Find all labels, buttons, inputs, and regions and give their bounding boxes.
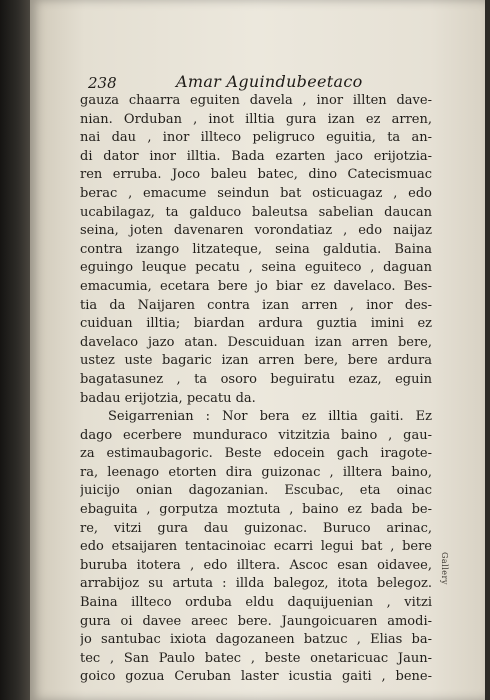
text-line: Baina illteco orduba eldu daquijuenian , vitzi <box>80 595 432 611</box>
page-number: 238 <box>88 74 117 92</box>
text-line: davelaco jazo atan. Descuiduan izan arren bere, <box>80 334 432 350</box>
text-line: tia da Naijaren contra izan arren , inor des- <box>80 297 432 313</box>
text-line: nai dau , inor illteco peligruco eguitia, ta an- <box>80 130 432 146</box>
text-line: arrabijoz su artuta : illda balegoz, itota belegoz. <box>80 576 432 592</box>
text-line: bagatasunez , ta osoro beguiratu ezaz, eguin <box>80 371 432 387</box>
text-line: ustez uste bagaric izan arren bere, bere ardura <box>80 353 432 369</box>
text-line: re, vitzi gura dau guizonac. Buruco arinac, <box>80 520 432 536</box>
text-line: Seigarrenian : Nor bera ez illtia gaiti. Ez <box>108 409 432 425</box>
text-line: nian. Orduban , inot illtia gura izan ez arren, <box>80 111 432 127</box>
text-line: gauza chaarra eguiten davela , inor illten dave- <box>80 93 432 108</box>
text-line: badau erijotzia, pecatu da. <box>80 390 256 406</box>
text-line: eguingo leuque pecatu , seina eguiteco , daguan <box>80 260 432 276</box>
text-line: juicijo onian dagozanian. Escubac, eta oinac <box>80 483 432 499</box>
text-line: buruba itotera , edo illtera. Ascoc esan oidavee, <box>80 557 432 573</box>
text-line: ucabilagaz, ta galduco baleutsa sabelian daucan <box>80 204 432 220</box>
text-line: contra izango litzateque, seina galdutia. Baina <box>80 241 432 257</box>
running-head: Amar Aguindubeetaco <box>176 72 363 91</box>
text-line: edo etsaijaren tentacinoiac ecarri legui bat , bere <box>80 539 432 555</box>
text-line: di dator inor illtia. Bada ezarten jaco erijotzia- <box>80 148 432 164</box>
text-line: cuiduan illtia; biardan ardura guztia imini ez <box>80 316 432 332</box>
text-line: jo santubac ixiota dagozaneen batzuc , Elias ba- <box>80 632 432 648</box>
text-line: ra, leenago etorten dira guizonac , illtera baino, <box>80 464 432 480</box>
margin-note: Gallery <box>440 552 449 585</box>
text-line: goico gozua Ceruban laster icustia gaiti , bene- <box>80 669 432 685</box>
text-line: ebaguita , gorputza moztuta , baino ez bada be- <box>80 502 432 518</box>
text-line: za estimaubagoric. Beste edocein gach iragote- <box>80 446 432 462</box>
text-line: berac , emacume seindun bat osticuagaz , edo <box>80 185 432 201</box>
text-line: gura oi davee areec bere. Jaungoicuaren amodi- <box>80 613 432 629</box>
text-line: seina, joten davenaren vorondatiaz , edo naijaz <box>80 223 432 239</box>
body-text <box>80 92 432 687</box>
book-spine-shadow <box>0 0 30 700</box>
text-line: ren erruba. Joco baleu batec, dino Catecismuac <box>80 167 432 183</box>
text-line: tec , San Paulo batec , beste onetaricuac Jaun- <box>80 650 432 666</box>
text-line: emacumia, ecetara bere jo biar ez davelaco. Bes- <box>80 278 432 294</box>
page-header <box>54 72 434 94</box>
text-line: dago ecerbere munduraco vitzitzia baino , gau- <box>80 427 432 443</box>
